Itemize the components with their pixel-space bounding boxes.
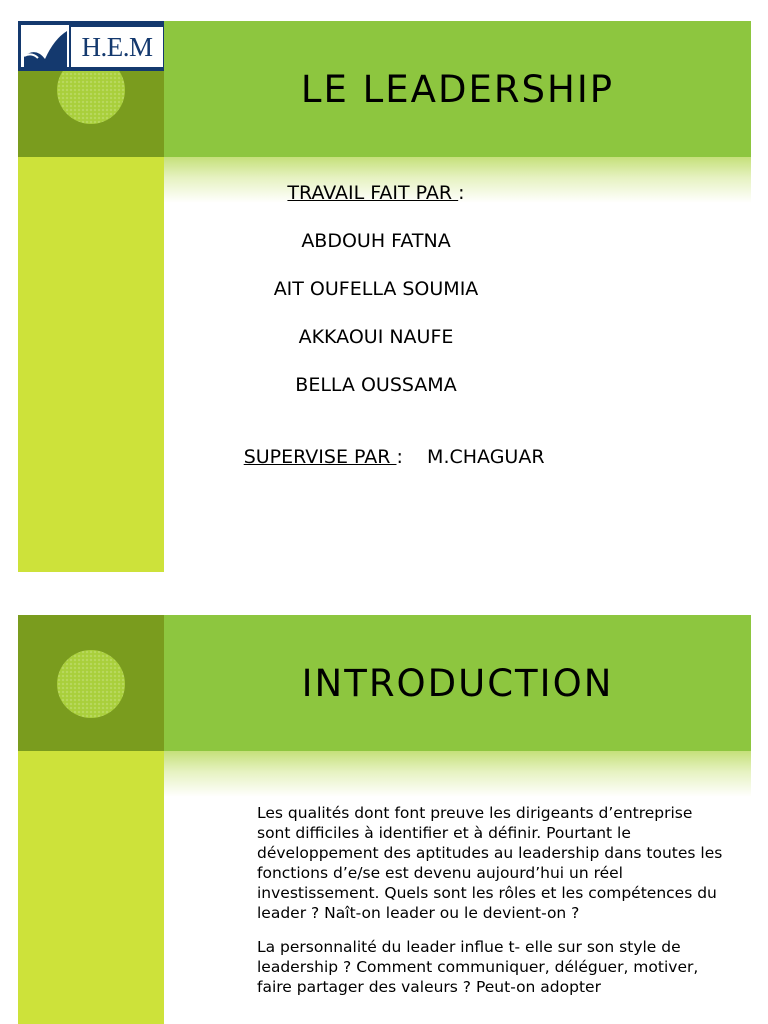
- intro-paragraph: Les qualités dont font preuve les dirigeants d’entreprise sont difficiles à identifier et à définir. Pourtant le développement des aptitudes au leadership dans toutes les fonctions d’e/se est devenu aujourd’hui un réel investissement. Quels sont les rôles et les compétences du leader ? Naît-on leader ou le devient-on ?: [257, 804, 723, 922]
- supervised-label: SUPERVISE PAR: [243, 446, 397, 468]
- introduction-slide: [18, 615, 751, 1024]
- made-by-label: TRAVAIL FAIT PAR: [287, 182, 459, 204]
- sidebar-bottom-block: [18, 751, 164, 1024]
- author-name: BELLA OUSSAMA: [295, 374, 457, 396]
- intro-paragraph: La personnalité du leader influe t- elle sur son style de leadership ? Comment communiquer, déléguer, motiver, faire partager des valeurs ? Peut-on adopter: [257, 938, 699, 996]
- decorative-circle: [57, 650, 125, 718]
- author-name: AKKAOUI NAUFE: [298, 326, 454, 348]
- made-by-colon: :: [458, 182, 465, 204]
- slide-title: INTRODUCTION: [301, 661, 614, 705]
- supervisor-name: M.CHAGUAR: [427, 446, 545, 468]
- title-slide: [18, 21, 751, 572]
- logo-text: H.E.M: [71, 27, 163, 67]
- author-name: ABDOUH FATNA: [301, 230, 451, 252]
- hem-logo: [18, 21, 164, 71]
- slide-title: LE LEADERSHIP: [300, 67, 615, 111]
- intro-text: [257, 803, 727, 1011]
- supervised-line: [164, 421, 588, 468]
- credits-block: [164, 181, 588, 469]
- sidebar-bottom-block: [18, 157, 164, 572]
- supervised-colon: :: [396, 446, 428, 468]
- gradient-band: [164, 751, 751, 797]
- wing-logo-icon: [21, 25, 69, 67]
- author-name: AIT OUFELLA SOUMIA: [273, 278, 479, 300]
- made-by-line: [164, 181, 588, 205]
